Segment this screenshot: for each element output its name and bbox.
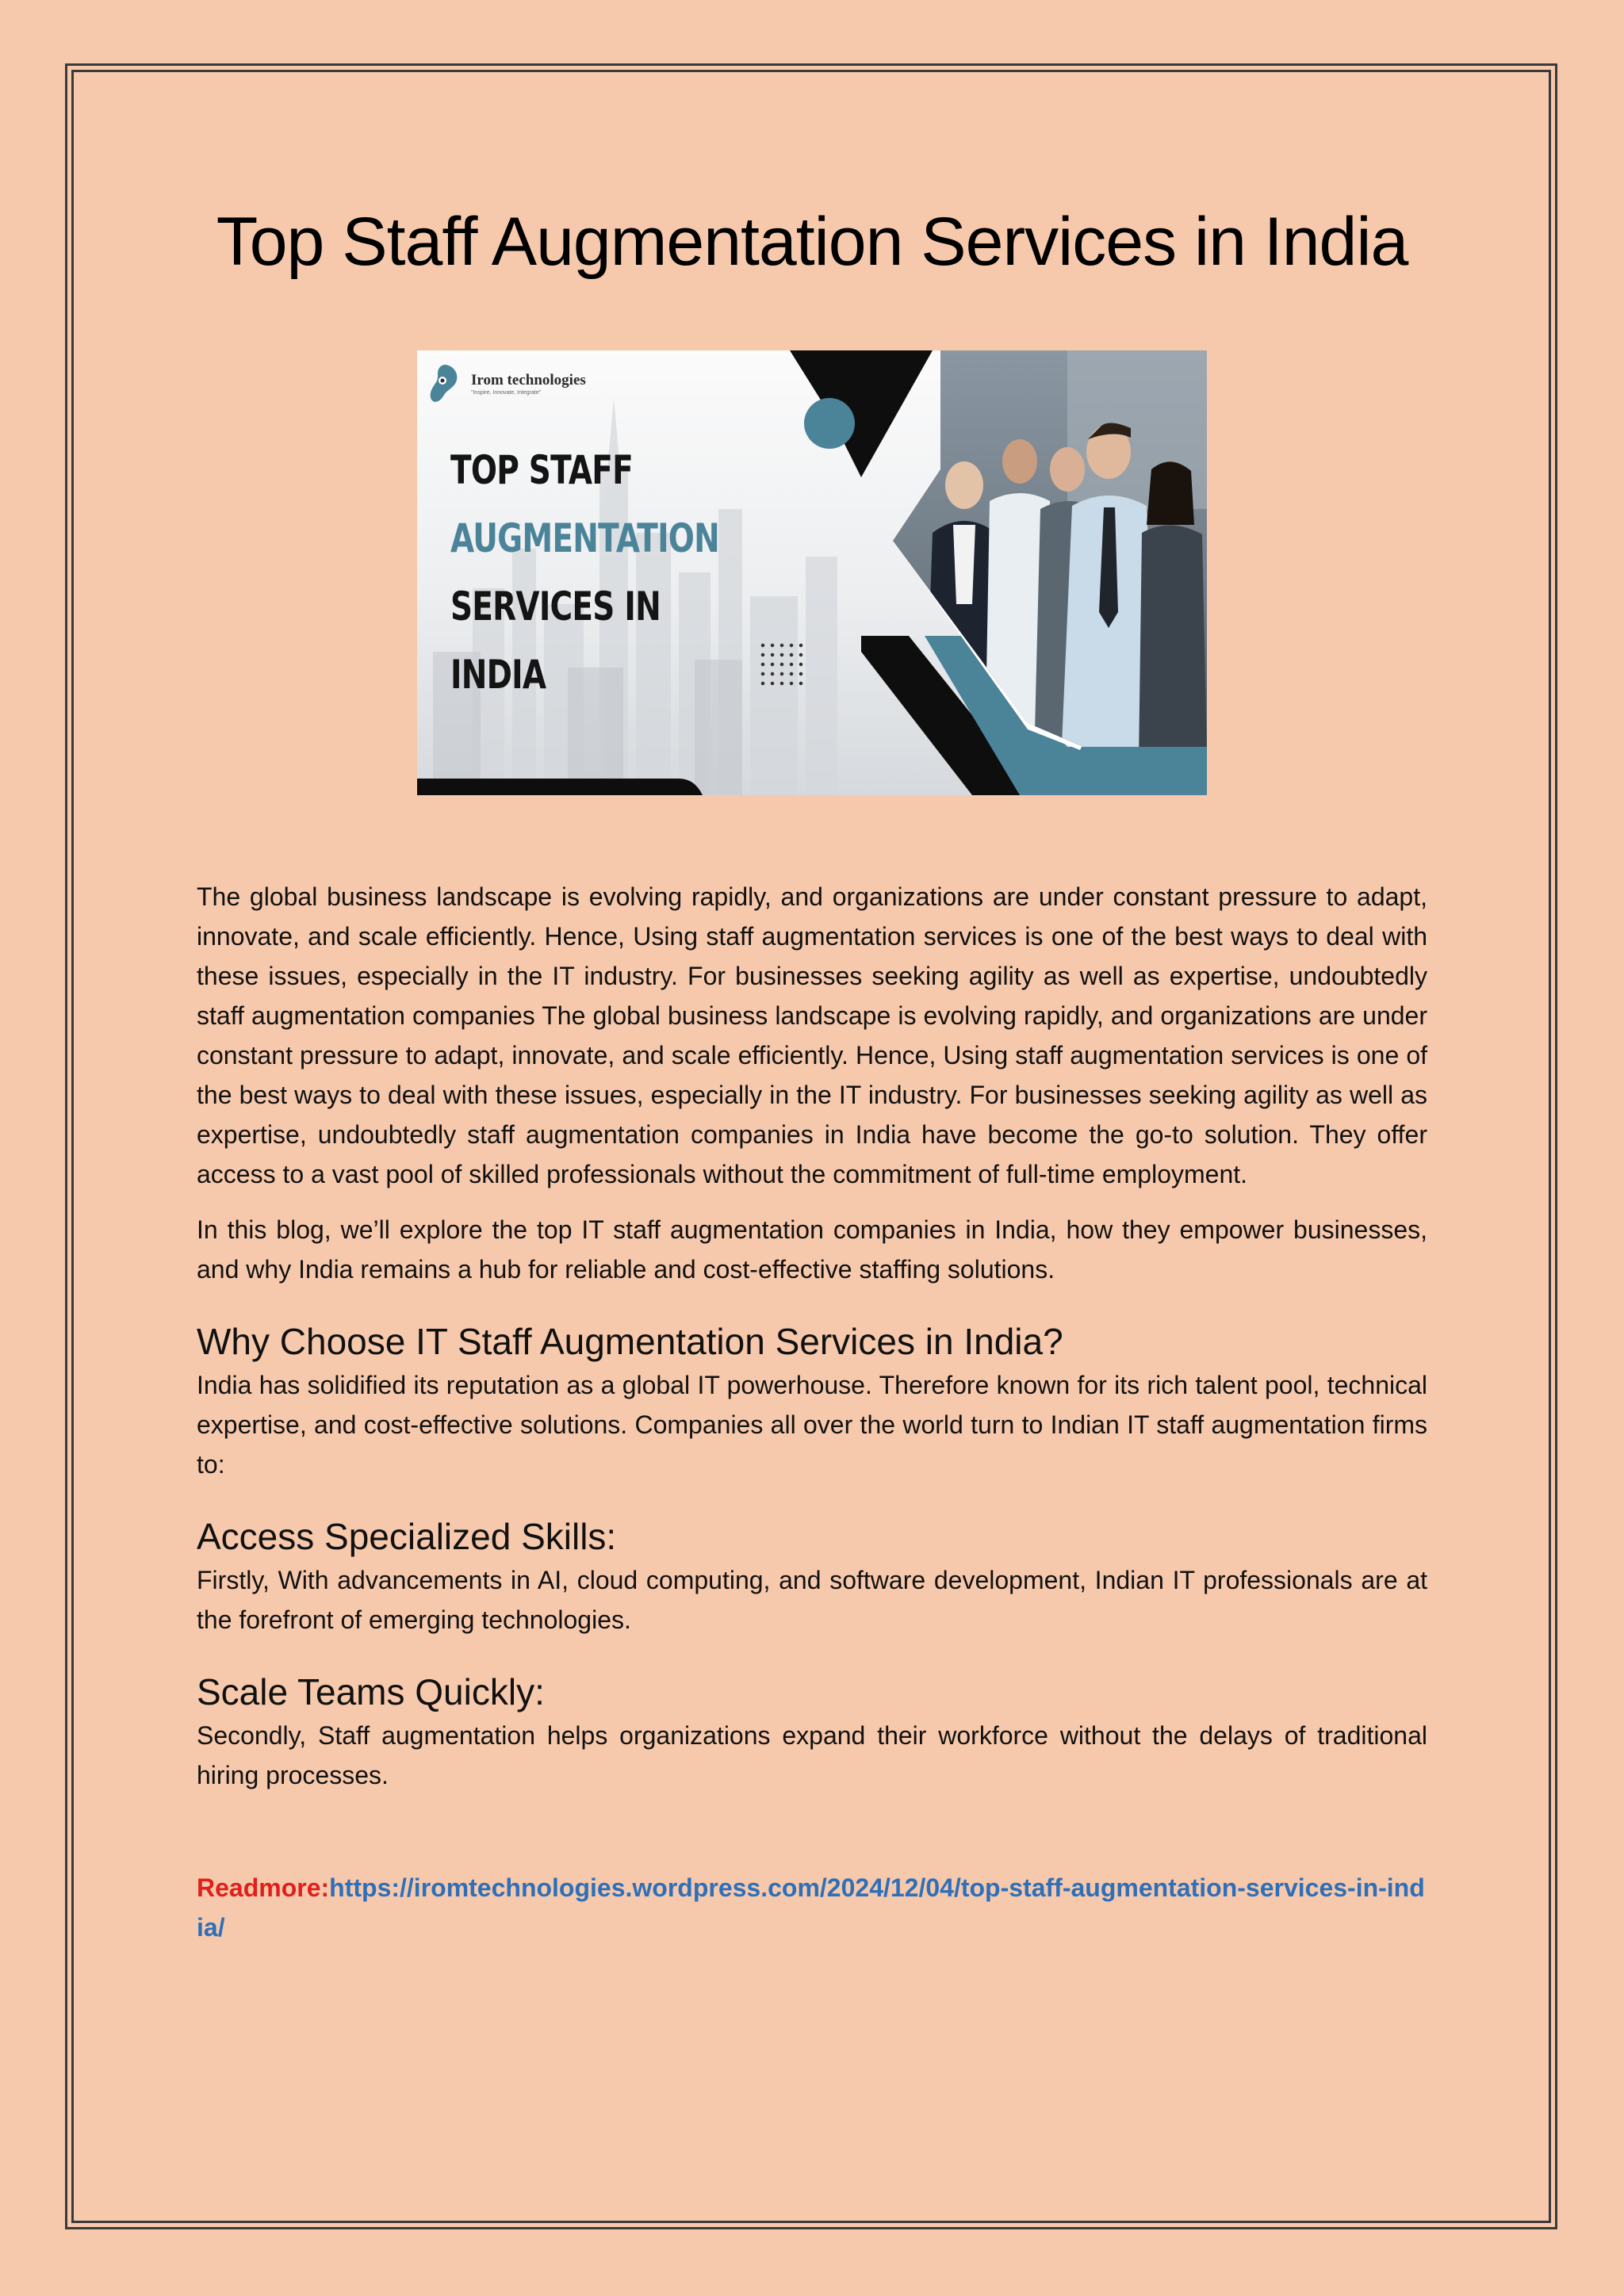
section-heading-specialized-skills: Access Specialized Skills: [197, 1516, 617, 1557]
section-text-why-choose: India has solidified its reputation as a global IT powerhouse. Therefore known for its rich talent pool, technical expertise, and cost-effective solutions. Companies all over the world turn to Indian IT staff augmentation firms to: [197, 1371, 1427, 1479]
page-title: Top Staff Augmentation Services in India [216, 204, 1408, 280]
banner-line-1: TOP STAFF [450, 447, 634, 493]
banner-line-3: SERVICES IN [450, 584, 661, 629]
section-heading-why-choose: Why Choose IT Staff Augmentation Services in India? [197, 1321, 1063, 1362]
banner-line-2: AUGMENTATION [450, 515, 720, 561]
hero-banner-image [417, 350, 1207, 795]
readmore-line [197, 1868, 1427, 1947]
section-text-specialized-skills: Firstly, With advancements in AI, cloud computing, and software development, Indian IT professionals are at the forefront of emerging technologies. [197, 1566, 1427, 1634]
company-tagline: "Inspire, Innovate, Integrate" [471, 389, 542, 396]
banner-line-4: INDIA [450, 652, 546, 698]
intro-paragraph-1: The global business landscape is evolving rapidly, and organizations are under constant pressure to adapt, innovate, and scale efficiently. Hence, Using staff augmentation services is one of the best ways to deal with these issues, especially in the IT industry. For businesses seeking agility as well as expertise, undoubtedly staff augmentation companies The global business landscape is evolving rapidly, and organizations are under constant pressure to adapt, innovate, and scale efficiently. Hence, Using staff augmentation services is one of the best ways to deal with these issues, especially in the IT industry. For businesses seeking agility as well as expertise, undoubtedly staff augmentation companies in India have become the go-to solution. They offer access to a vast pool of skilled professionals without the commitment of full-time employment. [197, 882, 1427, 1188]
team-photo-graphic [417, 350, 1207, 795]
readmore-link[interactable]: https://iromtechnologies.wordpress.com/2024/12/04/top-staff-augmentation-services-in-india/ [197, 1873, 1425, 1942]
company-name: Irom technologies [471, 371, 586, 388]
section-heading-scale-teams: Scale Teams Quickly: [197, 1671, 545, 1712]
article-body [197, 877, 1427, 1947]
intro-paragraph-2: In this blog, we’ll explore the top IT staff augmentation companies in India, how they empower businesses, and why India remains a hub for reliable and cost-effective staffing solutions. [197, 1215, 1427, 1284]
readmore-label: Readmore: [197, 1873, 330, 1902]
section-text-scale-teams: Secondly, Staff augmentation helps organizations expand their workforce without the delays of traditional hiring processes. [197, 1721, 1427, 1789]
